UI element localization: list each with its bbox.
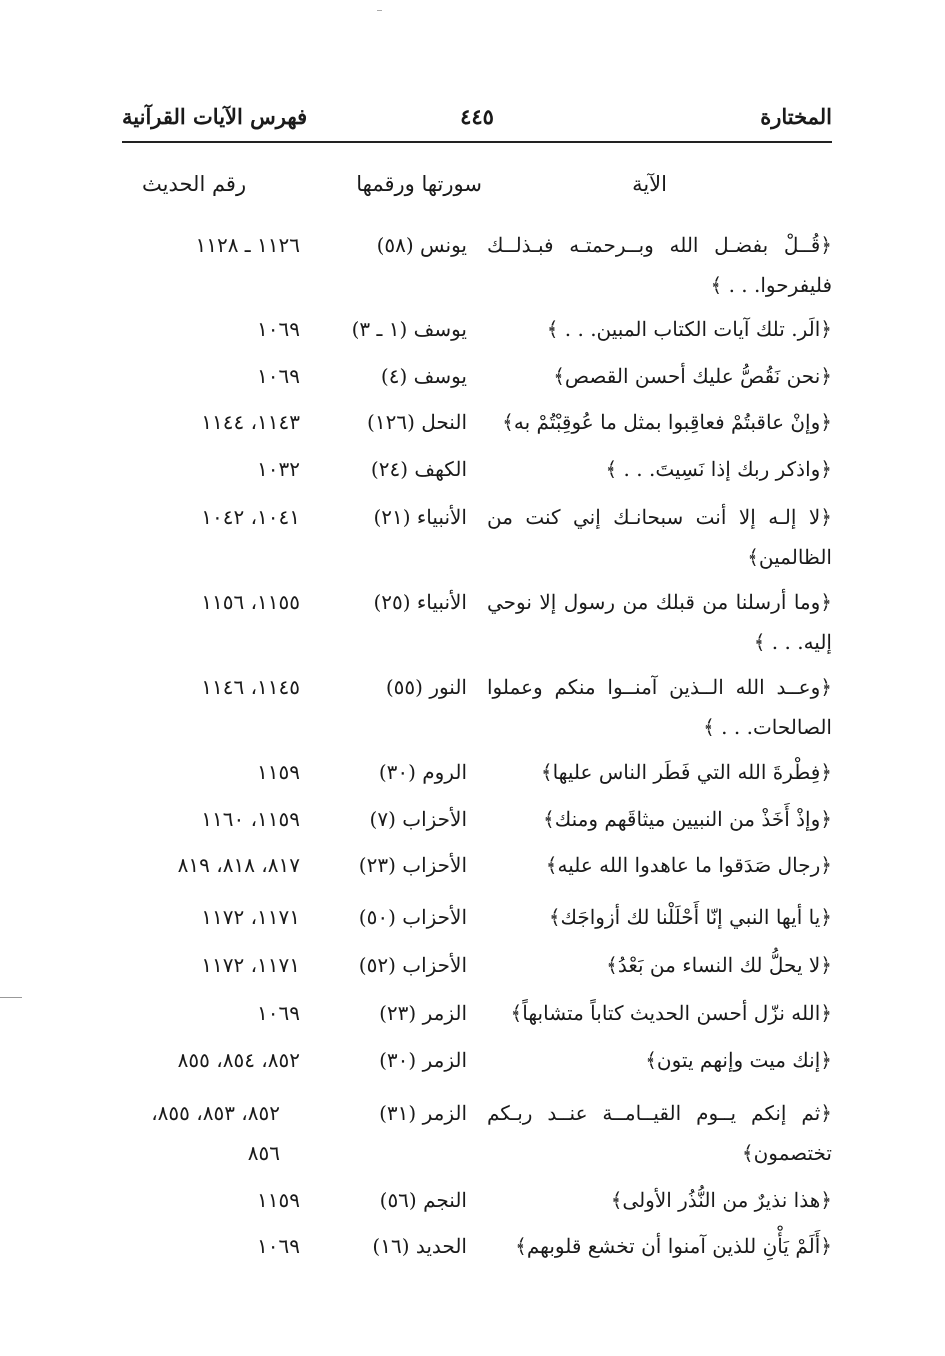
hadith-numbers: ١١٢٦ ـ ١١٢٨ xyxy=(195,233,300,257)
ayah-text: ﴿يا أيها النبي إنّا أَحْلَلْنا لك أزواجَك﴾ xyxy=(548,905,832,929)
hadith-numbers: ١٠٦٩ xyxy=(257,364,300,388)
hadith-numbers: ١١٧١، ١١٧٢ xyxy=(201,953,300,977)
ayah-text: ﴿أَلَمْ يَأْنِ للذين آمنوا أن تخشع قلوبهم﴾ xyxy=(515,1234,832,1258)
surah-ref: يوسف (٤) xyxy=(380,364,467,388)
ayah-text: ﴿الَر. تلك آيات الكتاب المبين. . . ﴾ xyxy=(546,317,832,341)
ayah-text: ﴿ثم إنكم يــوم القيــامــة عنــد ربـكم تختصمون﴾ xyxy=(487,1101,832,1165)
ayah-text: ﴿وعــد الله الــذين آمنــوا منكم وعملوا الصالحات. . . ﴾ xyxy=(487,675,832,739)
hadith-numbers: ١١٥٩ xyxy=(257,760,300,784)
ayah-text: ﴿هذا نذيرٌ من النُّذُر الأولى﴾ xyxy=(610,1188,832,1212)
ayah-text: ﴿فِطْرةَ الله التي فَطَر الناس عليها﴾ xyxy=(540,760,832,784)
surah-ref: النور (٥٥) xyxy=(385,675,467,699)
running-header xyxy=(122,100,832,136)
hadith-numbers: ١١٥٥، ١١٥٦ xyxy=(201,590,300,614)
hadith-numbers: ١٠٦٩ xyxy=(257,317,300,341)
hadith-numbers: ٨٥٢، ٨٥٣، ٨٥٥، ٨٥٦ xyxy=(151,1101,280,1165)
hadith-numbers: ١٠٦٩ xyxy=(257,1001,300,1025)
scan-mark xyxy=(377,10,382,11)
surah-ref: الأحزاب (٥٠) xyxy=(358,905,467,929)
surah-ref: الأنبياء (٢٥) xyxy=(373,590,467,614)
hadith-numbers: ١١٤٥، ١١٤٦ xyxy=(201,675,300,699)
ayah-text: ﴿قُــلْ بفضـل الله وبــرحمتـه فبـذلــك فليفرحوا. . . ﴾ xyxy=(487,233,832,297)
scan-mark xyxy=(0,997,22,998)
hadith-numbers: ١١٥٩ xyxy=(257,1188,300,1212)
hadith-numbers: ١٠٦٩ xyxy=(257,1234,300,1258)
hadith-numbers: ١٠٣٢ xyxy=(257,457,300,481)
ayah-text: ﴿رجال صَدَقوا ما عاهدوا الله عليه﴾ xyxy=(545,853,832,877)
ayah-text: ﴿لا إلـه إلا أنت سبحانـك إني كنت من الظالمين﴾ xyxy=(487,505,832,569)
column-header-surah: سورتها ورقمها xyxy=(356,172,482,196)
surah-ref: الأنبياء (٢١) xyxy=(373,505,467,529)
surah-ref: الزمر (٢٣) xyxy=(379,1001,467,1025)
ayah-text: ﴿وما أرسلنا من قبلك من رسول إلا نوحي إليه. . . ﴾ xyxy=(487,590,832,654)
ayah-text: ﴿وإنْ عاقبتُمْ فعاقِبوا بمثل ما عُوقِبْتُمْ به﴾ xyxy=(502,410,832,434)
ayah-text: ﴿وإذْ أَخَذْ من النبيين ميثاقَهم ومنك﴾ xyxy=(543,807,832,831)
column-header-hadith: رقم الحديث xyxy=(142,172,247,196)
surah-ref: النجم (٥٦) xyxy=(379,1188,467,1212)
header-rule xyxy=(122,141,832,143)
hadith-numbers: ١٠٤١، ١٠٤٢ xyxy=(201,505,300,529)
ayah-text: ﴿لا يحلُّ لك النساء من بَعْدُ﴾ xyxy=(606,953,832,977)
hadith-numbers: ٨٥٢، ٨٥٤، ٨٥٥ xyxy=(177,1048,300,1072)
surah-ref: الحديد (١٦) xyxy=(372,1234,467,1258)
surah-ref: الزمر (٣٠) xyxy=(379,1048,467,1072)
section-title: فهرس الآيات القرآنية xyxy=(122,104,308,129)
ayah-text: ﴿الله نزّل أحسن الحديث كتاباً متشابهاً﴾ xyxy=(510,1001,832,1025)
surah-ref: النحل (١٢٦) xyxy=(367,410,467,434)
surah-ref: الروم (٣٠) xyxy=(378,760,467,784)
column-header-ayah: الآية xyxy=(632,172,667,196)
ayah-text: ﴿نحن نَقُصُّ عليك أحسن القصص﴾ xyxy=(553,364,832,388)
surah-ref: الكهف (٢٤) xyxy=(370,457,467,481)
ayah-text: ﴿واذكر ربك إذا نَسِيتَ. . . ﴾ xyxy=(605,457,832,481)
book-title: المختارة xyxy=(760,104,832,129)
page-number: ٤٤٥ xyxy=(460,104,494,129)
surah-ref: الأحزاب (٧) xyxy=(369,807,467,831)
ayah-text: ﴿إنك ميت وإنهم يتون﴾ xyxy=(645,1048,832,1072)
surah-ref: يونس (٥٨) xyxy=(376,233,467,257)
column-headers xyxy=(122,172,832,204)
surah-ref: يوسف (١ ـ ٣) xyxy=(351,317,467,341)
hadith-numbers: ١١٥٩، ١١٦٠ xyxy=(201,807,300,831)
surah-ref: الزمر (٣١) xyxy=(379,1101,467,1125)
hadith-numbers: ٨١٧، ٨١٨، ٨١٩ xyxy=(177,853,300,877)
hadith-numbers: ١١٤٣، ١١٤٤ xyxy=(201,410,300,434)
surah-ref: الأحزاب (٥٢) xyxy=(358,953,467,977)
hadith-numbers: ١١٧١، ١١٧٢ xyxy=(201,905,300,929)
surah-ref: الأحزاب (٢٣) xyxy=(358,853,467,877)
